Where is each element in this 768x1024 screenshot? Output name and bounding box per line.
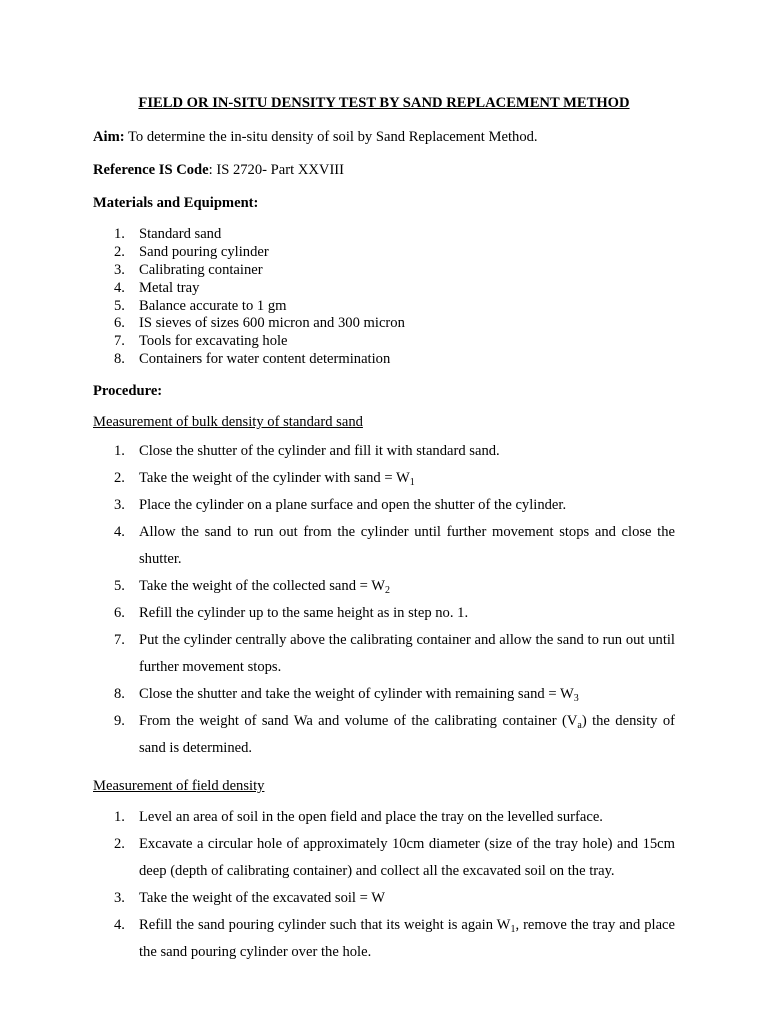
list-number: 9.: [114, 713, 125, 729]
list-number: 4.: [114, 279, 125, 296]
step-main-text: Take the weight of the cylinder with sand = W: [139, 470, 410, 486]
materials-item: [93, 298, 675, 316]
bulk-step: [93, 708, 675, 762]
reference-label: Reference IS Code: [93, 162, 209, 178]
reference-line: [93, 161, 675, 179]
step-main-text: Level an area of soil in the open field and place the tray on the levelled surface.: [139, 809, 603, 825]
materials-item-text: Tools for excavating hole: [139, 333, 288, 350]
list-number: 4.: [114, 917, 125, 933]
step-main-text: Close the shutter of the cylinder and fill it with standard sand.: [139, 443, 500, 459]
materials-item-text: Containers for water content determination: [139, 351, 391, 368]
materials-list: [93, 226, 675, 369]
step-text: [139, 804, 675, 831]
list-number: 6.: [114, 605, 125, 621]
list-number: 1.: [114, 809, 125, 825]
field-step: [93, 831, 675, 885]
bulk-step: [93, 627, 675, 681]
step-main-text: Take the weight of the excavated soil = W: [139, 890, 386, 906]
subscript: 3: [573, 693, 579, 704]
subscript: 1: [409, 477, 415, 488]
list-number: 1.: [114, 226, 125, 242]
materials-item: [93, 226, 675, 244]
reference-text: : IS 2720- Part XXVIII: [208, 162, 345, 178]
bulk-step: [93, 465, 675, 492]
list-number: 7.: [114, 333, 125, 350]
step-text: [139, 885, 675, 912]
field-step: [93, 885, 675, 912]
list-number: 3.: [114, 890, 125, 906]
step-main-text: Refill the cylinder up to the same height as in step no. 1.: [139, 605, 469, 621]
step-trailing-text: ) the density of sand is determined.: [139, 713, 675, 756]
list-number: 3.: [114, 497, 125, 513]
materials-heading: Materials and Equipment:: [93, 195, 259, 211]
bulk-step: [93, 681, 675, 708]
materials-item: [93, 280, 675, 298]
materials-item: [93, 262, 675, 280]
step-main-text: Close the shutter and take the weight of cylinder with remaining sand = W: [139, 686, 574, 702]
field-density-heading: Measurement of field density: [93, 778, 265, 794]
list-number: 2.: [114, 243, 125, 260]
aim-line: [93, 128, 675, 146]
materials-item-text: Standard sand: [139, 226, 222, 242]
step-text: [139, 465, 675, 492]
step-trailing-text: , remove the tray and place the sand pouring cylinder over the hole.: [139, 917, 675, 960]
step-text: [139, 573, 675, 600]
bulk-step: [93, 573, 675, 600]
step-main-text: Refill the sand pouring cylinder such that its weight is again W: [139, 917, 511, 933]
materials-item-text: IS sieves of sizes 600 micron and 300 micron: [139, 315, 405, 332]
subscript: 1: [510, 924, 516, 935]
step-text: [139, 600, 675, 627]
materials-item-text: Calibrating container: [139, 261, 263, 278]
field-density-steps: [93, 804, 675, 966]
bulk-step: [93, 600, 675, 627]
list-number: 6.: [114, 315, 125, 332]
list-number: 1.: [114, 443, 125, 459]
step-text: [139, 681, 675, 708]
list-number: 4.: [114, 524, 125, 540]
materials-item: [93, 333, 675, 351]
aim-text: To determine the in-situ density of soil by Sand Replacement Method.: [124, 129, 538, 145]
step-text: [139, 438, 675, 465]
materials-item: [93, 315, 675, 333]
list-number: 2.: [114, 470, 125, 486]
materials-item: [93, 351, 675, 369]
step-text: [139, 708, 675, 762]
step-main-text: Excavate a circular hole of approximately 10cm diameter (size of the tray hole) and 15cm deep (depth of calibrating container) and collect all the excavated soil on the tray.: [139, 836, 675, 879]
subscript: a: [577, 720, 582, 731]
materials-item-text: Metal tray: [139, 279, 200, 296]
step-main-text: Place the cylinder on a plane surface and open the shutter of the cylinder.: [139, 497, 567, 513]
bulk-step: [93, 492, 675, 519]
list-number: 7.: [114, 632, 125, 648]
field-step: [93, 912, 675, 966]
step-text: [139, 831, 675, 885]
list-number: 3.: [114, 261, 125, 278]
bulk-density-heading: Measurement of bulk density of standard sand: [93, 414, 363, 430]
document-title: FIELD OR IN-SITU DENSITY TEST BY SAND REPLACEMENT METHOD: [138, 95, 630, 111]
step-text: [139, 627, 675, 681]
step-main-text: Allow the sand to run out from the cylinder until further movement stops and close the shutter.: [139, 524, 675, 567]
procedure-heading: Procedure:: [93, 383, 163, 399]
step-text: [139, 912, 675, 966]
list-number: 5.: [114, 297, 125, 314]
field-step: [93, 804, 675, 831]
step-text: [139, 519, 675, 573]
step-text: [139, 492, 675, 519]
subscript: 2: [385, 585, 391, 596]
list-number: 2.: [114, 836, 125, 852]
bulk-density-steps: [93, 438, 675, 762]
materials-item-text: Sand pouring cylinder: [139, 243, 269, 260]
aim-label: Aim:: [93, 129, 125, 145]
step-main-text: Put the cylinder centrally above the calibrating container and allow the sand to run out until further movement stops.: [139, 632, 675, 675]
bulk-step: [93, 519, 675, 573]
materials-item-text: Balance accurate to 1 gm: [139, 297, 287, 314]
bulk-step: [93, 438, 675, 465]
materials-item: [93, 244, 675, 262]
step-main-text: Take the weight of the collected sand = W: [139, 578, 386, 594]
list-number: 8.: [114, 686, 125, 702]
step-main-text: From the weight of sand Wa and volume of the calibrating container (V: [139, 713, 578, 729]
list-number: 8.: [114, 351, 125, 368]
list-number: 5.: [114, 578, 125, 594]
